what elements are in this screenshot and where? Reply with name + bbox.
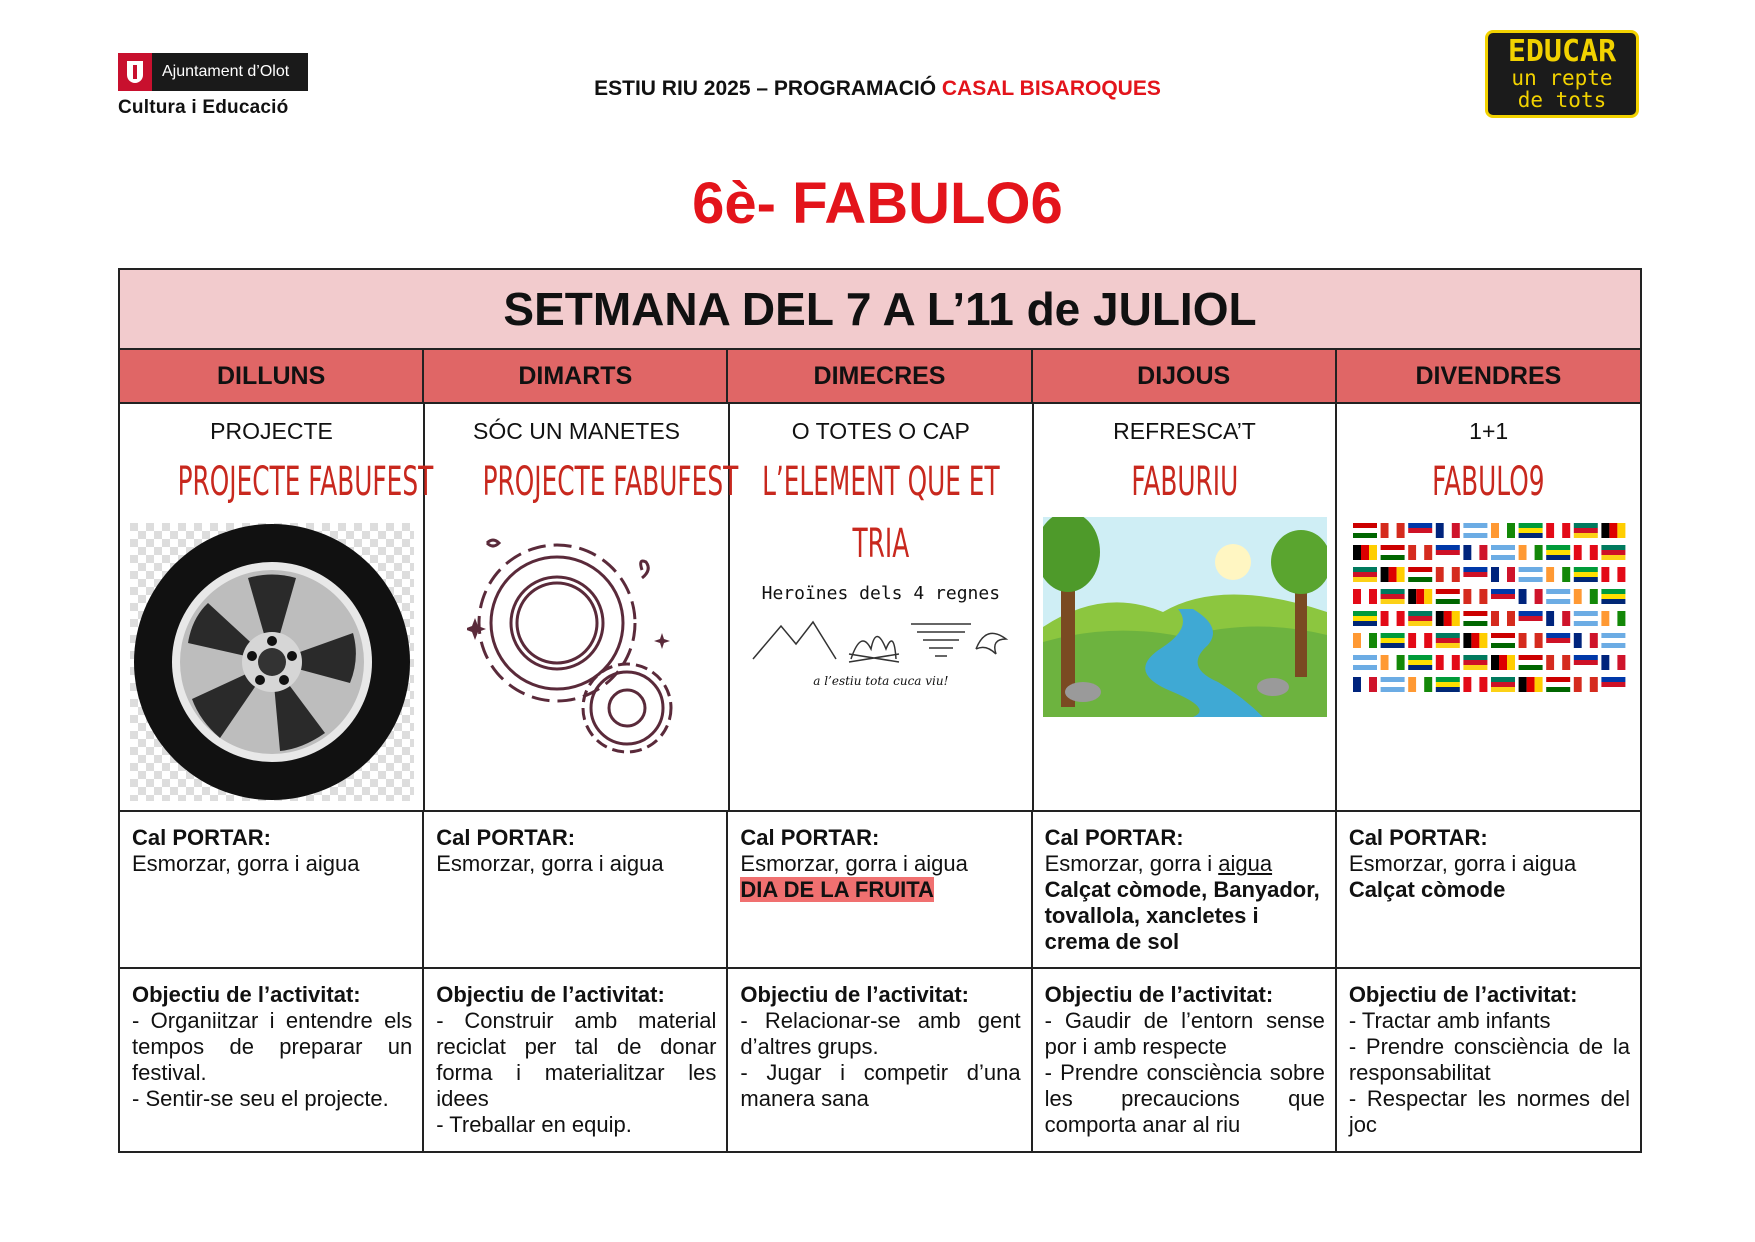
objective-title: Objectiu de l’activitat: [1044, 982, 1274, 1007]
day-header: DIMECRES [728, 350, 1032, 402]
objective-cell [424, 969, 728, 1151]
elements-drawing [751, 614, 1011, 664]
portar-line [1045, 851, 1325, 877]
objective-title: Objectiu de l’activitat: [132, 982, 361, 1007]
header-prefix: ESTIU RIU 2025 – PROGRAMACIÓ [594, 77, 942, 100]
portar-title: Cal PORTAR: [132, 825, 271, 850]
days-row [120, 350, 1640, 404]
day-header: DIMARTS [424, 350, 728, 402]
image-caption: Heroïnes dels 4 regnes [761, 583, 1001, 604]
portar-line: Esmorzar, gorra i aigua [436, 851, 664, 876]
portar-cell [1337, 812, 1640, 967]
wheel-image [130, 523, 414, 801]
schedule-table [118, 268, 1642, 1153]
activity-name: FABURIU [1131, 459, 1238, 505]
activity-cell [1034, 404, 1338, 810]
day-header: DILLUNS [120, 350, 424, 402]
educar-logo-line: de tots [1517, 88, 1607, 112]
activity-cell [120, 404, 434, 810]
objective-cell [728, 969, 1032, 1151]
fruit-day-highlight: DIA DE LA FRUITA [740, 877, 934, 902]
portar-title: Cal PORTAR: [740, 825, 880, 850]
river-landscape-image [1043, 517, 1327, 717]
portar-underlined: aigua [1218, 851, 1273, 876]
educar-logo-line: un repte [1511, 66, 1613, 90]
objective-cell [120, 969, 424, 1151]
objective-text: - Construir amb material reciclat per tal de donar forma i materialitzar les idees - Treballar en equip. [436, 1008, 717, 1137]
objective-title: Objectiu de l’activitat: [740, 982, 970, 1007]
objective-title: Objectiu de l’activitat: [436, 982, 665, 1007]
portar-bold: Calçat còmode [1348, 877, 1506, 902]
activities-row [120, 404, 1640, 812]
portar-line: Esmorzar, gorra i aigua [1348, 851, 1577, 876]
portar-line: Esmorzar, gorra i aigua [740, 851, 968, 876]
activity-label: 1+1 [1469, 418, 1509, 444]
portar-title: Cal PORTAR: [1044, 825, 1184, 850]
gears-image [467, 523, 687, 763]
activity-label: REFRESCA’T [1113, 418, 1256, 444]
activity-label: SÓC UN MANETES [472, 418, 681, 444]
week-title: SETMANA DEL 7 A L’11 de JULIOL [120, 270, 1640, 350]
objective-cell [1337, 969, 1640, 1151]
day-header: DIJOUS [1033, 350, 1337, 402]
portar-cell [728, 812, 1032, 967]
objective-text: - Relacionar-se amb gent d’altres grups. - Jugar i competir d’una manera sana [740, 1008, 1021, 1111]
activity-label: O TOTES O CAP [791, 418, 970, 444]
objective-text: - Gaudir de l’entorn sense por i amb respecte - Prendre consciència sobre les precaucions que comporta anar al riu [1044, 1008, 1325, 1137]
portar-line: Esmorzar, gorra i aigua [132, 851, 360, 876]
activity-cell [1337, 404, 1640, 810]
portar-title: Cal PORTAR: [1348, 825, 1488, 850]
portar-cell [1033, 812, 1337, 967]
day-header: DIVENDRES [1415, 361, 1562, 390]
activity-name: FABULO9 [1432, 459, 1545, 505]
objective-text: - Organiitzar i entendre els tempos de preparar un festival. - Sentir-se seu el projecte. [132, 1008, 413, 1111]
activity-name: PROJECTE FABUFEST [482, 459, 739, 505]
objective-cell [1033, 969, 1337, 1151]
logo-name: Ajuntament d’Olot [152, 53, 308, 91]
portar-cell [424, 812, 728, 967]
portar-row [120, 812, 1640, 969]
activity-label: PROJECTE [210, 418, 333, 444]
objective-title: Objectiu de l’activitat: [1348, 982, 1578, 1007]
portar-text: Esmorzar, gorra i [1044, 851, 1219, 876]
activity-cell [730, 404, 1034, 810]
page-title: 6è- FABULO6 [692, 171, 1063, 236]
flags-grid-image [1351, 521, 1627, 701]
activity-name: PROJECTE FABUFEST [177, 459, 434, 505]
header-highlight: CASAL BISAROQUES [941, 77, 1161, 100]
portar-title: Cal PORTAR: [436, 825, 576, 850]
image-footer: a l’estiu tota cuca viu! [813, 674, 949, 688]
educar-logo-line: EDUCAR [1507, 34, 1617, 69]
logo-subtitle: Cultura i Educació [118, 97, 289, 118]
objectives-row [120, 969, 1640, 1151]
educar-logo [1485, 30, 1639, 118]
activity-cell [425, 404, 739, 810]
portar-bold: Calçat còmode, Banyador, tovallola, xancletes i crema de sol [1044, 877, 1320, 954]
objective-text: - Tractar amb infants - Prendre consciència de la responsabilitat - Respectar les normes del joc [1348, 1008, 1631, 1137]
activity-name: L’ELEMENT QUE ET TRIA [762, 459, 1000, 567]
portar-cell [120, 812, 424, 967]
